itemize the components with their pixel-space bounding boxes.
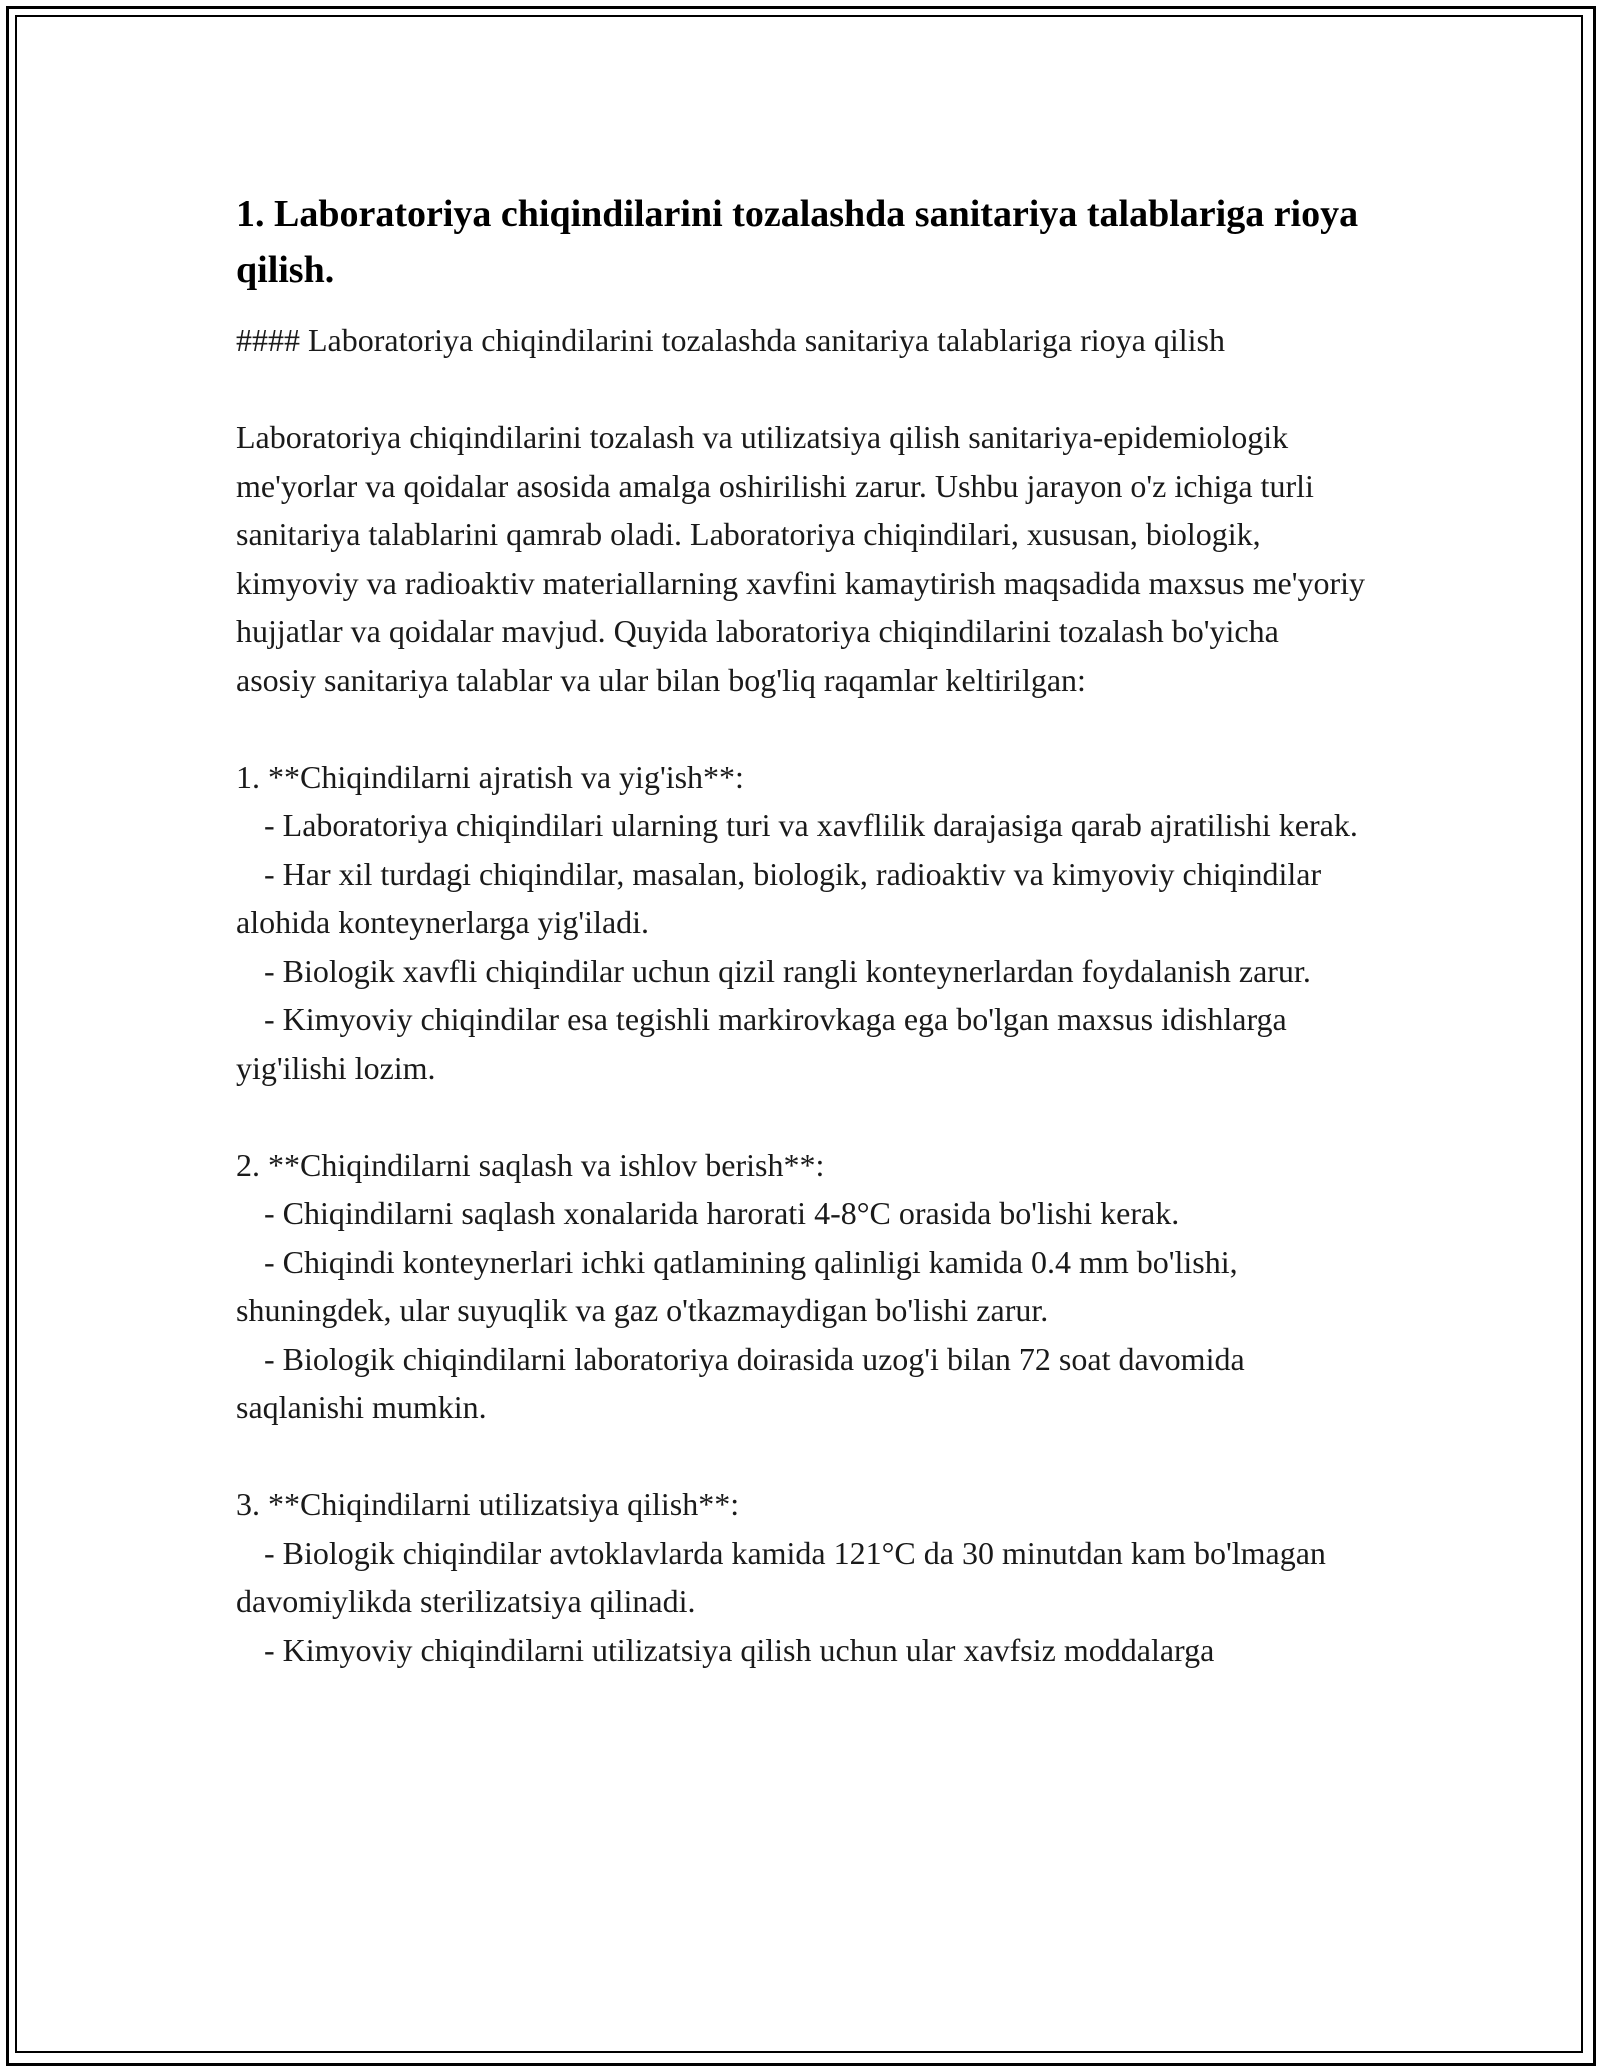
section-1 [236, 753, 1366, 1093]
list-item: - Har xil turdagi chiqindilar, masalan, biologik, radioaktiv va kimyoviy chiqindilar alohida konteynerlarga yig'iladi. [236, 855, 1322, 940]
list-item: - Kimyoviy chiqindilarni utilizatsiya qilish uchun ular xavfsiz moddalarga [264, 1631, 1215, 1668]
list-item: - Biologik xavfli chiqindilar uchun qizil rangli konteynerlardan foydalanish zarur. [264, 952, 1311, 989]
section-2 [236, 1141, 1366, 1432]
spacer [236, 365, 1366, 414]
document-body [236, 186, 1366, 1674]
list-item: - Chiqindi konteynerlari ichki qatlamining qalinligi kamida 0.4 mm bo'lishi, shuningdek, ular suyuqlik va gaz o'tkazmaydigan bo'lishi zarur. [236, 1243, 1238, 1328]
section-3 [236, 1480, 1366, 1674]
list-item: - Biologik chiqindilar avtoklavlarda kamida 121°C da 30 minutdan kam bo'lmagan davomiylikda sterilizatsiya qilinadi. [236, 1534, 1326, 1619]
list-item: - Kimyoviy chiqindilar esa tegishli markirovkaga ega bo'lgan maxsus idishlarga yig'ilishi lozim. [236, 1001, 1287, 1086]
subheading: #### Laboratoriya chiqindilarini tozalashda sanitariya talablariga rioya qilish [236, 322, 1225, 358]
spacer [236, 704, 1366, 753]
list-item: - Biologik chiqindilarni laboratoriya doirasida uzog'i bilan 72 soat davomida saqlanishi mumkin. [236, 1340, 1245, 1425]
section-heading: 2. **Chiqindilarni saqlash va ishlov berish**: [236, 1146, 825, 1183]
section-heading: 3. **Chiqindilarni utilizatsiya qilish**: [236, 1486, 740, 1522]
spacer [236, 1092, 1366, 1141]
intro-paragraph: Laboratoriya chiqindilarini tozalash va utilizatsiya qilish sanitariya-epidemiologik me'yorlar va qoidalar asosida amalga oshirilishi zarur. Ushbu jarayon o'z ichiga turli sanitariya talablarini qamrab oladi. Laboratoriya chiqindilari, xususan, biologik, kimyoviy va radioaktiv materiallarning xavfini kamaytirish maqsadida maxsus me'yoriy hujjatlar va qoidalar mavjud. Quyida laboratoriya chiqindilarini tozalash bo'yicha asosiy sanitariya talablar va ular bilan bog'liq raqamlar keltirilgan: [236, 419, 1366, 698]
list-item: - Chiqindilarni saqlash xonalarida harorati 4-8°C orasida bo'lishi kerak. [264, 1195, 1180, 1231]
document-title: 1. Laboratoriya chiqindilarini tozalashda sanitariya talablariga rioya qilish. [236, 193, 1359, 291]
list-item: - Laboratoriya chiqindilari ularning turi va xavflilik darajasiga qarab ajratilishi kerak. [264, 807, 1358, 843]
section-heading: 1. **Chiqindilarni ajratish va yig'ish**: [236, 758, 744, 795]
spacer [236, 1432, 1366, 1481]
